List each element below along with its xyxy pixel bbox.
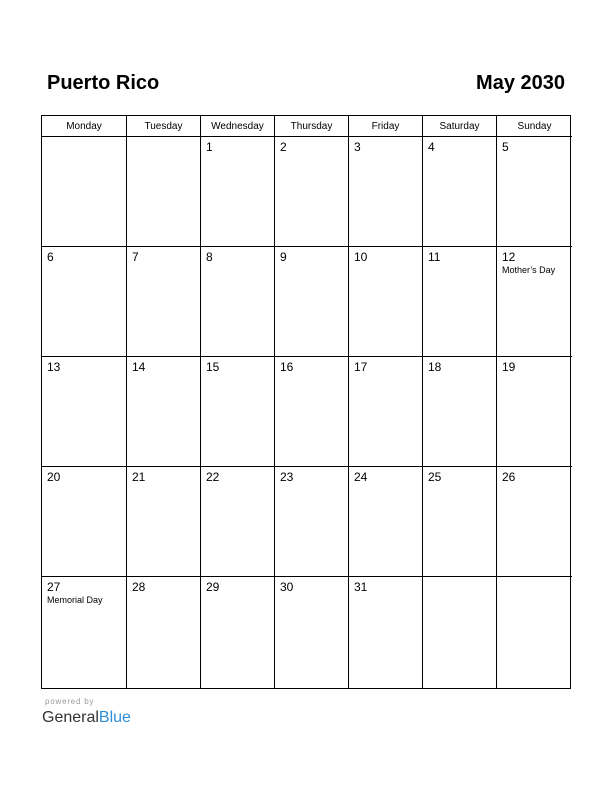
brand-logo-general: General <box>42 709 99 726</box>
day-cell <box>42 577 127 688</box>
day-cell <box>497 137 572 247</box>
day-number: 22 <box>206 470 220 484</box>
day-cell <box>201 577 275 688</box>
weekday-header-friday: Friday <box>349 116 423 137</box>
weekday-header-monday: Monday <box>42 116 127 137</box>
day-cell <box>42 357 127 467</box>
day-cell <box>275 137 349 247</box>
day-number: 19 <box>502 360 516 374</box>
day-cell <box>42 467 127 577</box>
calendar-grid <box>41 115 571 689</box>
day-cell <box>275 577 349 688</box>
day-cell <box>127 467 201 577</box>
day-number: 17 <box>354 360 368 374</box>
day-number: 29 <box>206 580 220 594</box>
day-number: 1 <box>206 140 213 154</box>
day-cell <box>349 357 423 467</box>
day-number: 2 <box>280 140 287 154</box>
day-cell <box>423 137 497 247</box>
weekday-header-tuesday: Tuesday <box>127 116 201 137</box>
day-cell <box>349 137 423 247</box>
day-number: 8 <box>206 250 213 264</box>
day-number: 24 <box>354 470 368 484</box>
day-cell <box>201 467 275 577</box>
day-number: 28 <box>132 580 146 594</box>
day-number: 21 <box>132 470 146 484</box>
day-number: 23 <box>280 470 294 484</box>
day-cell <box>349 467 423 577</box>
brand-logo-blue: Blue <box>98 709 131 726</box>
weekday-header-saturday: Saturday <box>423 116 497 137</box>
day-cell <box>497 577 572 688</box>
day-cell <box>201 247 275 357</box>
day-cell <box>497 357 572 467</box>
day-number: 5 <box>502 140 509 154</box>
day-cell <box>42 247 127 357</box>
day-number: 13 <box>47 360 61 374</box>
day-number: 16 <box>280 360 294 374</box>
day-number: 14 <box>132 360 146 374</box>
day-cell <box>127 577 201 688</box>
day-number: 12 <box>502 250 516 264</box>
day-cell <box>349 247 423 357</box>
holiday-label: Mother’s Day <box>502 265 556 275</box>
day-number: 25 <box>428 470 442 484</box>
day-number: 10 <box>354 250 368 264</box>
calendar-header <box>47 72 565 98</box>
day-number: 18 <box>428 360 442 374</box>
day-cell <box>423 247 497 357</box>
holiday-label: Memorial Day <box>47 595 103 605</box>
day-number: 15 <box>206 360 220 374</box>
day-number: 9 <box>280 250 287 264</box>
day-cell <box>497 467 572 577</box>
day-cell <box>42 137 127 247</box>
day-number: 11 <box>428 250 441 264</box>
day-cell <box>423 577 497 688</box>
day-number: 20 <box>47 470 61 484</box>
day-number: 30 <box>280 580 294 594</box>
day-cell <box>127 357 201 467</box>
day-cell <box>127 137 201 247</box>
weekday-header-wednesday: Wednesday <box>201 116 275 137</box>
day-cell <box>423 467 497 577</box>
day-number: 3 <box>354 140 361 154</box>
day-cell <box>349 577 423 688</box>
day-cell <box>201 137 275 247</box>
day-number: 7 <box>132 250 139 264</box>
day-number: 31 <box>354 580 368 594</box>
day-cell <box>201 357 275 467</box>
footer-branding <box>42 697 131 728</box>
brand-logo <box>42 708 131 728</box>
day-cell <box>275 247 349 357</box>
day-cell <box>275 357 349 467</box>
weekday-header-thursday: Thursday <box>275 116 349 137</box>
day-cell <box>497 247 572 357</box>
powered-by-text: powered by <box>45 697 95 706</box>
day-number: 6 <box>47 250 54 264</box>
day-cell <box>275 467 349 577</box>
month-title: May 2030 <box>476 72 565 94</box>
day-number: 26 <box>502 470 516 484</box>
day-number: 27 <box>47 580 61 594</box>
day-number: 4 <box>428 140 435 154</box>
day-cell <box>127 247 201 357</box>
region-title: Puerto Rico <box>47 72 160 94</box>
day-cell <box>423 357 497 467</box>
weekday-header-sunday: Sunday <box>497 116 572 137</box>
